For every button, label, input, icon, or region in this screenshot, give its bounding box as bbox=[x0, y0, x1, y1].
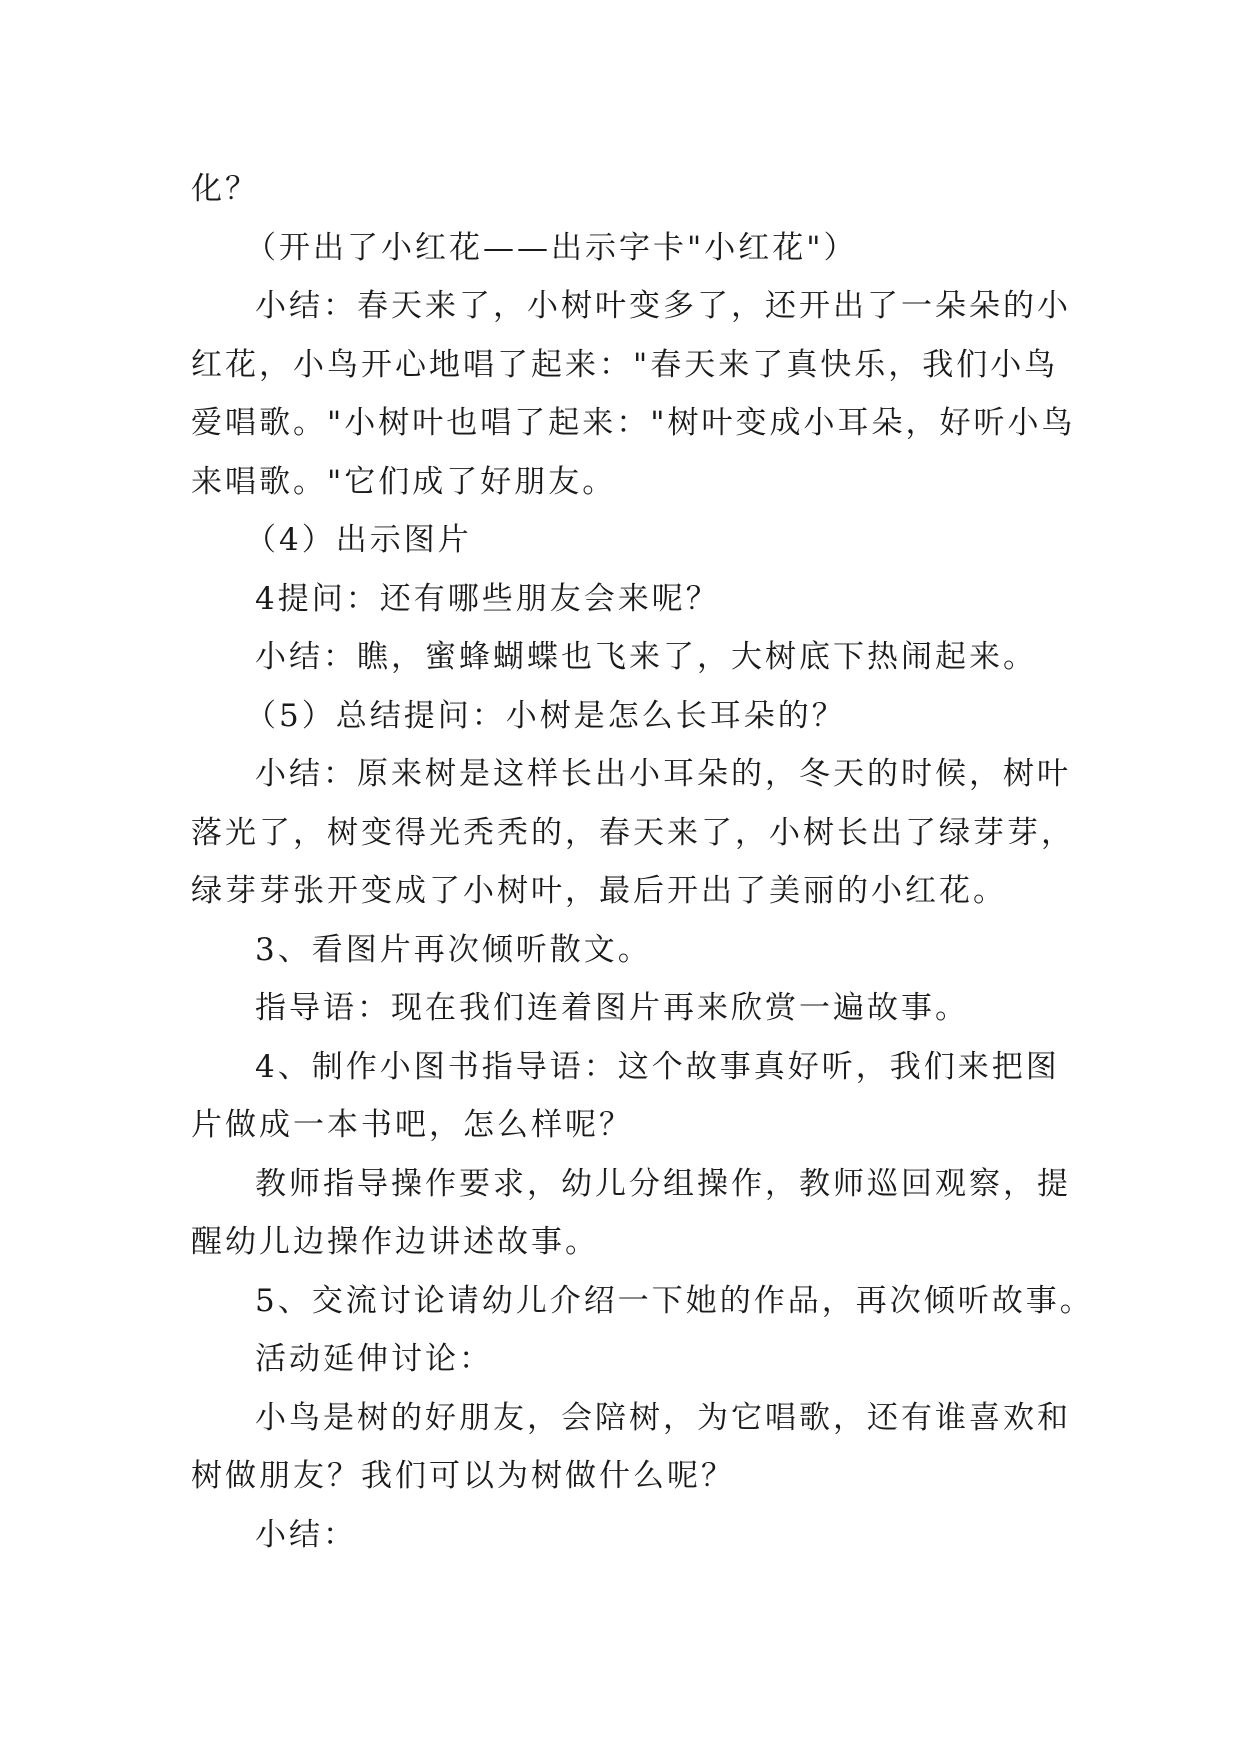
text-line: 小结：瞧，蜜蜂蝴蝶也飞来了，大树底下热闹起来。 bbox=[255, 639, 1037, 675]
text-line: 红花，小鸟开心地唱了起来："春天来了真快乐，我们小鸟 bbox=[191, 346, 1059, 383]
text-line: 树做朋友？我们可以为树做什么呢？ bbox=[191, 1458, 735, 1494]
text-line: （5）总结提问：小树是怎么长耳朵的？ bbox=[245, 697, 846, 734]
text-line: 爱唱歌。"小树叶也唱了起来："树叶变成小耳朵，好听小鸟 bbox=[191, 405, 1076, 441]
text-line: 小结：春天来了，小树叶变多了，还开出了一朵朵的小 bbox=[255, 288, 1071, 324]
text-line: 小鸟是树的好朋友，会陪树，为它唱歌，还有谁喜欢和 bbox=[255, 1399, 1071, 1436]
text-line: 醒幼儿边操作边讲述故事。 bbox=[191, 1224, 599, 1260]
text-line: 指导语：现在我们连着图片再来欣赏一遍故事。 bbox=[255, 990, 969, 1026]
text-line: 教师指导操作要求，幼儿分组操作，教师巡回观察，提 bbox=[255, 1165, 1071, 1202]
text-line: 落光了，树变得光秃秃的，春天来了，小树长出了绿芽芽， bbox=[191, 814, 1075, 851]
text-line: 活动延伸讨论： bbox=[255, 1341, 493, 1377]
text-line: 3、看图片再次倾听散文。 bbox=[255, 931, 652, 968]
text-line: 片做成一本书吧，怎么样呢？ bbox=[191, 1107, 633, 1143]
text-line: （开出了小红花——出示字卡"小红花"） bbox=[245, 229, 858, 266]
text-line: 来唱歌。"它们成了好朋友。 bbox=[191, 463, 617, 500]
document-body bbox=[191, 160, 1094, 1564]
text-line: 化？ bbox=[191, 171, 259, 207]
text-line: 5、交流讨论请幼儿介绍一下她的作品，再次倾听故事。 bbox=[255, 1282, 1094, 1319]
text-line: （4）出示图片 bbox=[245, 522, 472, 558]
text-line: 小结：原来树是这样长出小耳朵的，冬天的时候，树叶 bbox=[255, 756, 1071, 792]
text-line: 4提问：还有哪些朋友会来呢？ bbox=[255, 580, 720, 617]
text-line: 小结： bbox=[255, 1516, 357, 1553]
text-line: 绿芽芽张开变成了小树叶，最后开出了美丽的小红花。 bbox=[191, 873, 1007, 909]
text-line: 4、制作小图书指导语：这个故事真好听，我们来把图 bbox=[255, 1048, 1060, 1085]
